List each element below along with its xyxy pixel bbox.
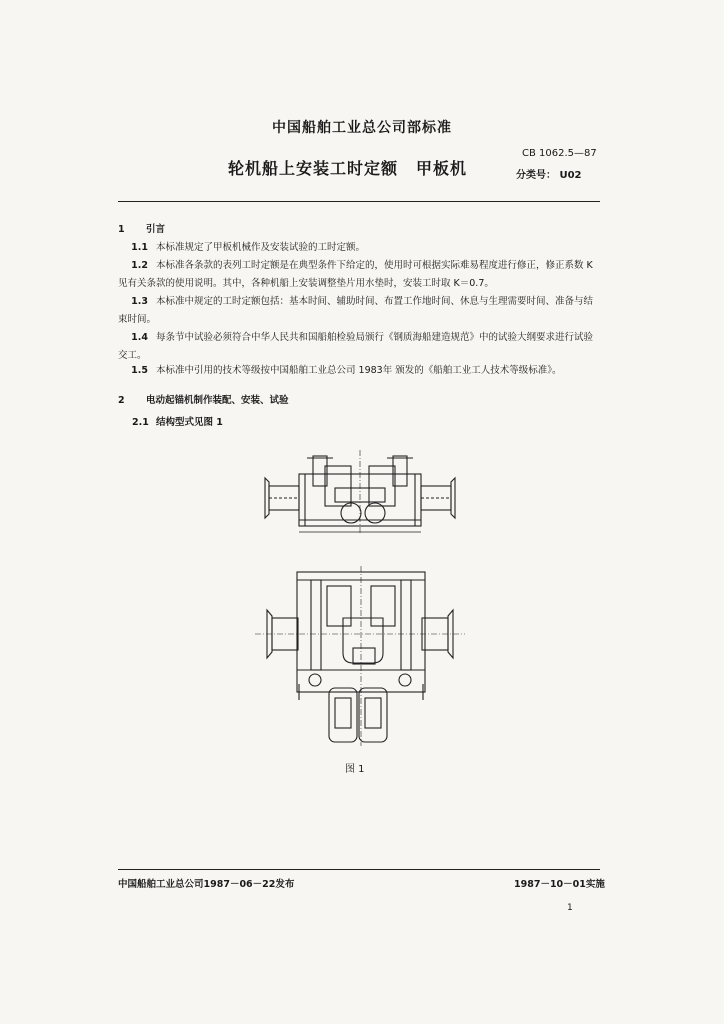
subsection-number: 2.1 bbox=[132, 417, 149, 428]
para-text: 每条节中试验必须符合中华人民共和国船舶检验局颁行《钢质海船建造规范》中的试验大纲要求进行试验交工。 bbox=[118, 332, 594, 361]
windlass-plan-view bbox=[255, 566, 465, 746]
header-rule bbox=[118, 201, 600, 202]
section-number: 1 bbox=[118, 224, 125, 235]
page-number: 1 bbox=[567, 903, 573, 913]
para-text: 本标准各条款的表列工时定额是在典型条件下给定的，使用时可根据实际难易程度进行修正，修正系数 K 见有关条款的使用说明。其中，各种机船上安装调整垫片用水垫时，安装工时取 K＝0.7。 bbox=[118, 260, 593, 289]
subsection-2-1-heading bbox=[132, 414, 223, 428]
paragraph-1-1 bbox=[118, 239, 600, 257]
title-main: 轮机船上安装工时定额 bbox=[228, 159, 399, 178]
subsection-title: 结构型式见图 1 bbox=[156, 417, 223, 428]
section-title: 引言 bbox=[146, 224, 166, 235]
paragraph-1-2 bbox=[118, 257, 600, 293]
paragraph-1-4 bbox=[118, 329, 600, 365]
para-text: 本标准规定了甲板机械作及安装试验的工时定额。 bbox=[156, 242, 366, 253]
paragraph-1-5 bbox=[118, 362, 600, 380]
standard-number: CB 1062.5—87 bbox=[522, 148, 597, 159]
title-sub: 甲板机 bbox=[416, 159, 468, 178]
para-number: 1.4 bbox=[131, 332, 148, 343]
footer-rule bbox=[118, 869, 600, 870]
document-title bbox=[228, 156, 467, 179]
section-title: 电动起锚机制作装配、安装、试验 bbox=[146, 395, 289, 406]
para-text: 本标准中规定的工时定额包括：基本时间、辅助时间、布置工作地时间、休息与生理需要时间、准备与结束时间。 bbox=[118, 296, 594, 325]
figure-caption: 图 1 bbox=[345, 764, 365, 775]
section-2-heading bbox=[118, 392, 289, 406]
windlass-elevation-view bbox=[265, 450, 455, 534]
organization-title: 中国船舶工业总公司部标准 bbox=[272, 120, 452, 136]
para-number: 1.5 bbox=[131, 365, 148, 376]
section-number: 2 bbox=[118, 395, 125, 406]
para-number: 1.1 bbox=[131, 242, 148, 253]
effective-date: 1987－10－01实施 bbox=[514, 879, 605, 890]
para-number: 1.3 bbox=[131, 296, 148, 307]
para-text: 本标准中引用的技术等级按中国船舶工业总公司 1983年 颁发的《船舶工业工人技术等级标准》。 bbox=[156, 365, 562, 376]
paragraph-1-3 bbox=[118, 293, 600, 329]
section-1-heading bbox=[118, 221, 165, 235]
issue-date: 中国船舶工业总公司1987－06－22发布 bbox=[118, 879, 295, 890]
classification-number: 分类号： U02 bbox=[516, 170, 582, 181]
windlass-drawing bbox=[255, 448, 465, 748]
para-number: 1.2 bbox=[131, 260, 148, 271]
